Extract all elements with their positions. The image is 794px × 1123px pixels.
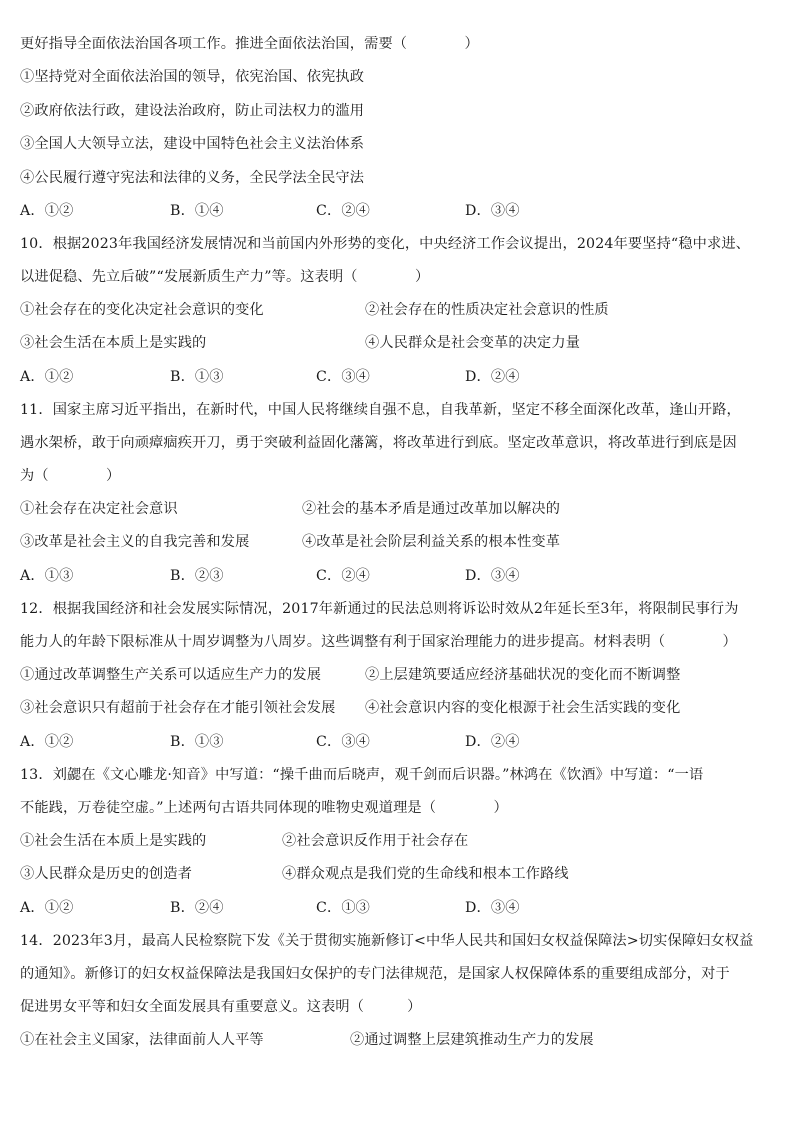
q11-answer-d[interactable]: D．③④ [465, 568, 520, 584]
q13-stem-line-1: 13．刘勰在《文心雕龙·知音》中写道：“操千曲而后晓声，观千剑而后识器。”林鸿在《饮酒》中写道：“一语 [20, 767, 704, 783]
q10-stem-line-1: 10．根据2023年我国经济发展情况和当前国内外形势的变化，中央经济工作会议提出，2024年要坚持“稳中求进、 [20, 236, 751, 252]
q9-answer-a[interactable]: A．①② [20, 203, 74, 219]
q13-answer-a[interactable]: A．①② [20, 900, 74, 916]
q11-stem-line-3: 为（ ） [20, 468, 121, 484]
q10-stem-line-2: 以进促稳、先立后破”“发展新质生产力”等。这表明（ ） [20, 269, 430, 285]
q12-answer-d[interactable]: D．②④ [465, 734, 520, 750]
q9-answer-c[interactable]: C．②④ [316, 203, 371, 219]
q13-option-2: ②社会意识反作用于社会存在 [282, 833, 469, 849]
q10-answer-c[interactable]: C．③④ [316, 369, 371, 385]
q10-answer-d[interactable]: D．②④ [465, 369, 520, 385]
q10-option-2: ②社会存在的性质决定社会意识的性质 [365, 302, 609, 318]
q13-answer-b[interactable]: B．②④ [170, 900, 224, 916]
q12-answer-c[interactable]: C．③④ [316, 734, 371, 750]
q11-answer-b[interactable]: B．②③ [170, 568, 224, 584]
q9-option-3: ③全国人大领导立法，建设中国特色社会主义法治体系 [20, 136, 365, 152]
q14-stem-line-2: 的通知》。新修订的妇女权益保障法是我国妇女保护的专门法律规范，是国家人权保障体系的重要组成部分，对于 [20, 966, 730, 982]
q12-stem-line-2: 能力人的年龄下限标准从十周岁调整为八周岁。这些调整有利于国家治理能力的进步提高。材料表明（ ） [20, 634, 737, 650]
q14-stem-line-1: 14．2023年3月，最高人民检察院下发《关于贯彻实施新修订<中华人民共和国妇女权益保障法>切实保障妇女权益 [20, 933, 754, 949]
q10-answer-a[interactable]: A．①② [20, 369, 74, 385]
q11-option-1: ①社会存在决定社会意识 [20, 501, 178, 517]
q11-option-2: ②社会的基本矛盾是通过改革加以解决的 [302, 501, 561, 517]
q13-answer-d[interactable]: D．③④ [465, 900, 520, 916]
q14-option-1: ①在社会主义国家，法律面前人人平等 [20, 1032, 264, 1048]
q12-option-4: ④社会意识内容的变化根源于社会生活实践的变化 [365, 700, 681, 716]
q11-option-3: ③改革是社会主义的自我完善和发展 [20, 534, 250, 550]
q9-option-2: ②政府依法行政，建设法治政府，防止司法权力的滥用 [20, 103, 365, 119]
q13-option-1: ①社会生活在本质上是实践的 [20, 833, 207, 849]
q9-stem: 更好指导全面依法治国各项工作。推进全面依法治国，需要（ ） [20, 36, 479, 52]
q10-option-4: ④人民群众是社会变革的决定力量 [365, 335, 581, 351]
q12-option-1: ①通过改革调整生产关系可以适应生产力的发展 [20, 667, 322, 683]
q9-option-4: ④公民履行遵守宪法和法律的义务，全民学法全民守法 [20, 170, 365, 186]
q11-stem-line-2: 遇水架桥，敢于向顽瘴痼疾开刀，勇于突破利益固化藩篱，将改革进行到底。坚定改革意识，将改革进行到底是因 [20, 435, 737, 451]
q14-option-2: ②通过调整上层建筑推动生产力的发展 [350, 1032, 594, 1048]
q12-stem-line-1: 12．根据我国经济和社会发展实际情况，2017年新通过的民法总则将诉讼时效从2年延长至3年，将限制民事行为 [20, 601, 739, 617]
q11-stem-line-1: 11．国家主席习近平指出，在新时代，中国人民将继续自强不息，自我革新，坚定不移全面深化改革，逢山开路， [20, 402, 741, 418]
q12-option-3: ③社会意识只有超前于社会存在才能引领社会发展 [20, 700, 336, 716]
q12-option-2: ②上层建筑要适应经济基础状况的变化而不断调整 [365, 667, 681, 683]
q13-option-3: ③人民群众是历史的创造者 [20, 866, 193, 882]
q10-option-3: ③社会生活在本质上是实践的 [20, 335, 207, 351]
q13-stem-line-2: 不能践，万卷徒空虚。”上述两句古语共同体现的唯物史观道理是（ ） [20, 800, 508, 816]
q12-answer-b[interactable]: B．①③ [170, 734, 224, 750]
q13-answer-c[interactable]: C．①③ [316, 900, 371, 916]
q9-answer-b[interactable]: B．①④ [170, 203, 224, 219]
q13-option-4: ④群众观点是我们党的生命线和根本工作路线 [282, 866, 569, 882]
q9-answer-d[interactable]: D．③④ [465, 203, 520, 219]
q12-answer-a[interactable]: A．①② [20, 734, 74, 750]
q14-stem-line-3: 促进男女平等和妇女全面发展具有重要意义。这表明（ ） [20, 999, 422, 1015]
q11-option-4: ④改革是社会阶层利益关系的根本性变革 [302, 534, 561, 550]
q10-option-1: ①社会存在的变化决定社会意识的变化 [20, 302, 264, 318]
q11-answer-a[interactable]: A．①③ [20, 568, 74, 584]
q9-option-1: ①坚持党对全面依法治国的领导，依宪治国、依宪执政 [20, 69, 365, 85]
q10-answer-b[interactable]: B．①③ [170, 369, 224, 385]
q11-answer-c[interactable]: C．②④ [316, 568, 371, 584]
